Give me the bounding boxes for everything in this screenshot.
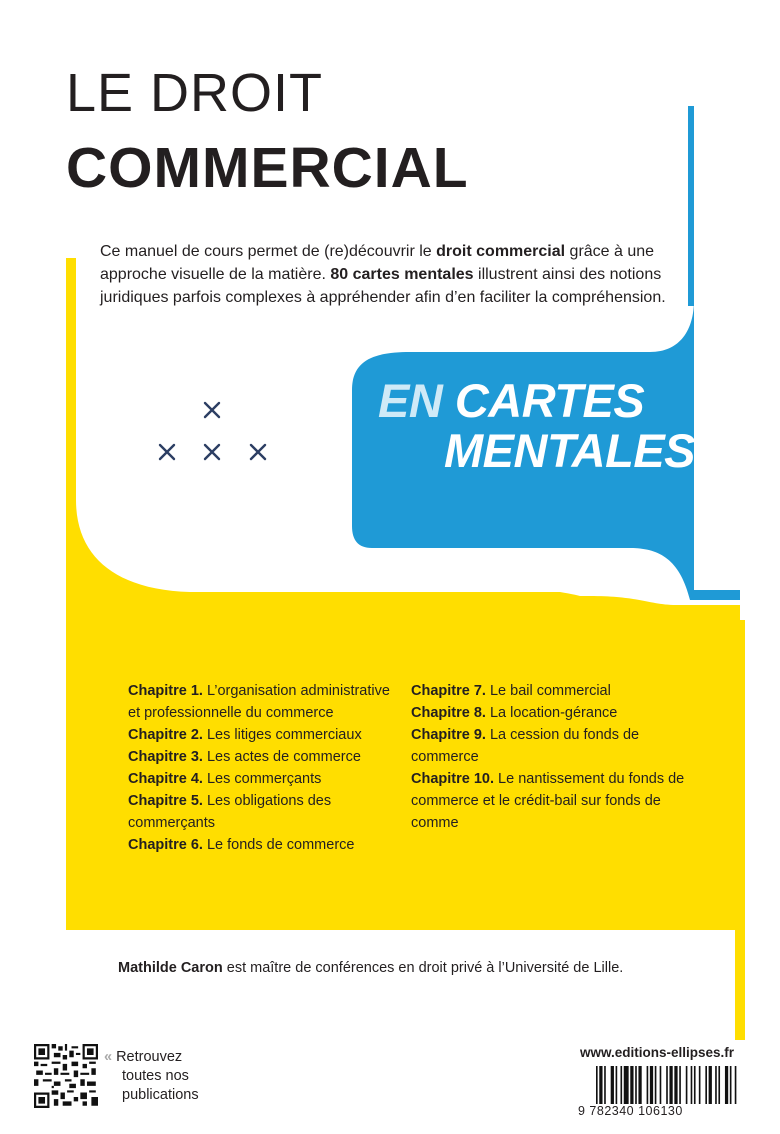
badge-mentales: MENTALES bbox=[444, 424, 696, 477]
chapter-item: Chapitre 8. La location-gérance bbox=[411, 705, 618, 721]
x-marks-icon bbox=[160, 403, 265, 459]
badge-cartes: CARTES bbox=[454, 374, 645, 427]
chapter-item: Chapitre 7. Le bail commercial bbox=[411, 683, 611, 699]
publications-link[interactable]: « Retrouvez toutes nos publications bbox=[104, 1049, 199, 1103]
chapter-item: Chapitre 3. Les actes de commerce bbox=[128, 749, 361, 765]
chevrons-left-icon: « bbox=[104, 1049, 113, 1065]
chapter-item: Chapitre 2. Les litiges commerciaux bbox=[128, 727, 362, 743]
chapters-right bbox=[411, 680, 691, 834]
badge-en: EN bbox=[378, 374, 443, 427]
intro-paragraph: Ce manuel de cours permet de (re)découvrir le droit commercial grâce à une approche visuelle de la matière. 80 cartes mentales illustrent ainsi des notions juridiques parfois complexes à appréhender afin d’en faciliter la compréhension. bbox=[100, 243, 666, 306]
chapters-left bbox=[128, 680, 393, 856]
chapter-item: Chapitre 10. Le nantissement du fonds de commerce et le crédit-bail sur fonds de comme bbox=[411, 771, 685, 831]
chapter-item: Chapitre 4. Les commerçants bbox=[128, 771, 322, 787]
series-badge bbox=[378, 376, 695, 476]
barcode-icon bbox=[596, 1066, 738, 1104]
blue-line bbox=[688, 106, 694, 306]
title-line-2: COMMERCIAL bbox=[66, 136, 469, 200]
website-link[interactable]: www.editions-ellipses.fr bbox=[580, 1045, 735, 1060]
author-bio: Mathilde Caron est maître de conférences en droit privé à l’Université de Lille. bbox=[118, 960, 624, 976]
qr-code-icon[interactable] bbox=[34, 1044, 98, 1108]
chapter-item: Chapitre 9. La cession du fonds de commerce bbox=[411, 727, 640, 765]
chapter-item: Chapitre 1. L’organisation administrative et professionnelle du commerce bbox=[128, 683, 390, 721]
isbn-number: 9 782340 106130 bbox=[578, 1104, 683, 1118]
chapter-item: Chapitre 5. Les obligations des commerçants bbox=[128, 793, 332, 831]
chapter-item: Chapitre 6. Le fonds de commerce bbox=[128, 837, 355, 853]
title-line-1: LE DROIT bbox=[66, 63, 324, 123]
